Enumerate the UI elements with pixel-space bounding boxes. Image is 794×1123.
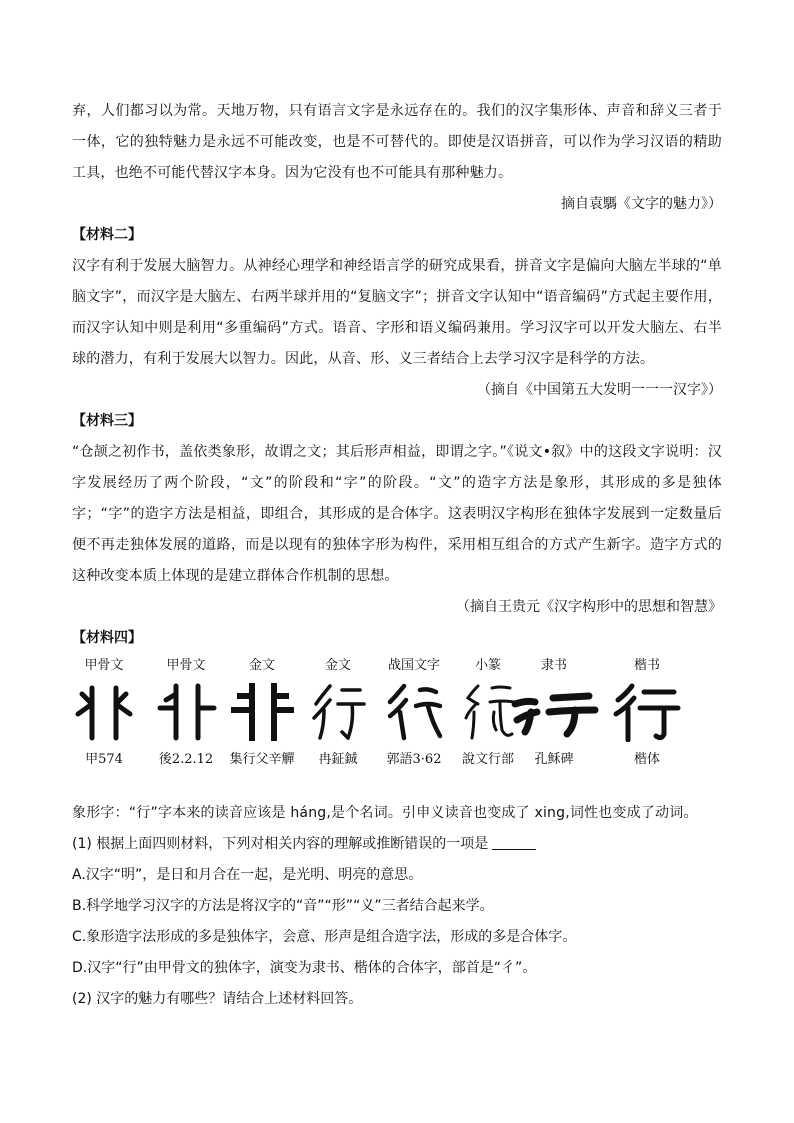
material3-source: （摘自王贵元《汉字构形中的思想和智慧》 [456, 599, 722, 615]
warring-glyph-icon [382, 682, 446, 742]
script-evolution-figure [72, 656, 722, 798]
script-source-label: 楷体 [633, 752, 660, 767]
script-type-label: 金文 [324, 658, 351, 673]
script-column [298, 656, 378, 770]
option-b: B.科学地学习汉字的方法是将汉字的“音”“形”“义”三者结合起来学。 [72, 898, 494, 914]
script-source-label: 說文行部 [461, 752, 514, 767]
script-source-label: 甲574 [85, 752, 123, 767]
answer-blank[interactable] [492, 835, 536, 850]
script-type-label: 战国文字 [387, 658, 440, 673]
script-type-label: 小篆 [474, 658, 501, 673]
script-column [222, 656, 302, 770]
material2-text: 汉字有利于发展大脑智力。从神经心理学和神经语言学的研究成果看，拼音文字是偏向大脑左半球的“单脑文字”，而汉字是大脑左、右两半球并用的“复脑文字”；拼音文字认知中“语音编码”方式起主要作用，而汉字认知中则是利用“多重编码”方式。语音、字形和语义编码兼用。学习汉字可以开发大脑左、右半球的潜力，有利于发展大以智力。因此，从音、形、义三者结合上去学习汉字是科学的方法。 [72, 258, 722, 367]
material3-heading: 【材料三】 [72, 413, 142, 429]
script-source-label: 孔稣碑 [534, 752, 574, 767]
script-column [146, 656, 226, 770]
script-column [602, 656, 692, 770]
script-type-label: 隶书 [540, 658, 567, 673]
material4-heading: 【材料四】 [72, 630, 142, 646]
bronze1-glyph-icon [230, 682, 294, 742]
material4-note: 象形字：“行”字本来的读音应该是 háng,是个名词。引申义读音也变成了 xing,词性也变成了动词。 [72, 805, 698, 821]
script-source-label: 冉鉦鋮 [318, 752, 358, 767]
material1-source: 摘自袁騳《文字的魅力》） [561, 196, 722, 212]
material1-text: 弃，人们都习以为常。天地万物，只有语言文字是永远存在的。我们的汉字集形体、声音和辞义三者于一体，它的独特魅力是永远不可能改变，也是不可替代的。即使是汉语拼音，可以作为学习汉语的精助工具，也绝不可能代替汉字本身。因为它没有也不可能具有那种魅力。 [72, 103, 722, 181]
script-column [374, 656, 454, 770]
option-c: C.象形造字法形成的多是独体字，会意、形声是组合造字法，形成的多是合体字。 [72, 929, 577, 945]
regular-glyph-icon [612, 682, 682, 742]
script-type-label: 甲骨文 [84, 658, 124, 673]
document-page [72, 96, 722, 1015]
question-1 [72, 829, 722, 860]
script-column [504, 656, 604, 770]
material2-heading: 【材料二】 [72, 227, 142, 243]
script-source-label: 集行父辛觶 [229, 752, 295, 767]
script-type-label: 楷书 [633, 658, 660, 673]
script-source-label: 後2.2.12 [158, 752, 214, 767]
script-source-label: 郭語3·62 [386, 752, 442, 767]
option-a: A.汉字“明”，是日和月合在一起，是光明、明亮的意思。 [72, 867, 423, 883]
script-column [64, 656, 144, 770]
bronze2-glyph-icon [306, 682, 370, 742]
clerical-glyph-icon [509, 682, 599, 742]
oracle2-glyph-icon [154, 682, 218, 742]
option-d: D.汉字“行”由甲骨文的独体字，演变为隶书、楷体的合体字，部首是“彳”。 [72, 960, 537, 976]
script-type-label: 甲骨文 [166, 658, 206, 673]
script-type-label: 金文 [248, 658, 275, 673]
oracle1-glyph-icon [72, 682, 136, 742]
material3-text: “仓颉之初作书，盖依类象形，故谓之文；其后形声相益，即谓之字。”《说文•叙》中的这段文字说明：汉字发展经历了两个阶段，“文”的阶段和“字”的阶段。“文”的造字方法是象形，其形成的多是独体字；“字”的造字方法是相益，即组合，其形成的是合体字。这表明汉字构形在独体字发展到一定数量后便不再走独体发展的道路，而是以现有的独体字形为构件，采用相互组合的方式产生新字。造字方式的这种改变本质上体现的是建立群体合作机制的思想。 [72, 444, 722, 584]
question-1-text: (1) 根据上面四则材料，下列对相关内容的理解或推断错误的一项是 [72, 836, 489, 852]
question-2: (2) 汉字的魅力有哪些？请结合上述材料回答。 [72, 991, 363, 1007]
material2-source: （摘自《中国第五大发明一一一汉字》） [477, 382, 722, 398]
